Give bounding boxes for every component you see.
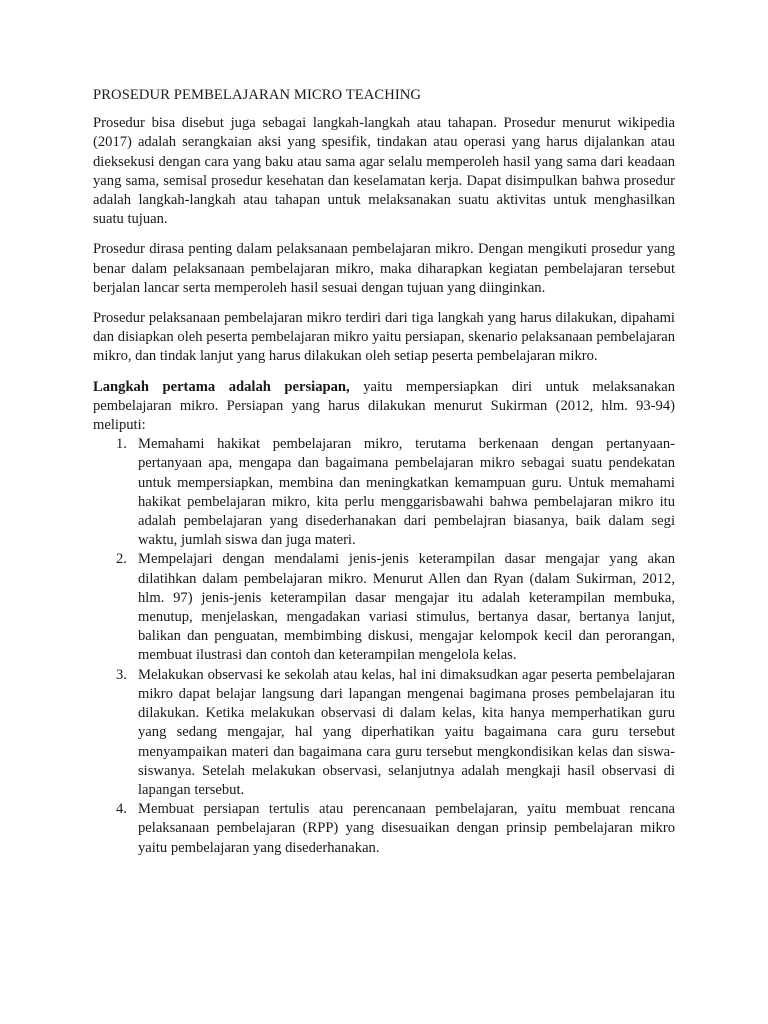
- list-item-number: 2.: [116, 551, 127, 568]
- list-item: [93, 550, 675, 665]
- preparation-list: [93, 435, 675, 857]
- paragraph-definition: Prosedur bisa disebut juga sebagai langkah-langkah atau tahapan. Prosedur menurut wikipedia (2017) adalah serangkaian aksi yang spesifik, tindakan atau operasi yang harus dijalankan atau dieksekusi dengan cara yang baku atau sama agar selalu memperoleh hasil yang sama dari keadaan yang sama, semisal prosedur kesehatan dan keselamatan kerja. Dapat disimpulkan bahwa prosedur adalah langkah-langkah atau tahapan untuk melaksanakan suatu aktivitas untuk menghasilkan suatu tujuan.: [93, 115, 675, 228]
- step-one-text: yaitu mempersiapkan diri untuk melaksanakan pembelajaran mikro. Persiapan yang harus dilakukan menurut Sukirman (2012, hlm. 93-94) meliputi:: [93, 378, 676, 434]
- list-item-number: 4.: [116, 801, 127, 818]
- list-item-text: Mempelajari dengan mendalami jenis-jenis keterampilan dasar mengajar yang akan dilatihkan dalam pembelajaran mikro. Menurut Allen dan Ryan (dalam Sukirman, 2012, hlm. 97) jenis-jenis keterampilan dasar mengajar itu adalah keterampilan membuka, menutup, menjelaskan, mengadakan variasi stimulus, bertanya dasar, bertanya lanjut, balikan dan penguatan, membimbing diskusi, mengajar kelompok kecil dan perorangan, membuat ilustrasi dan contoh dan keterampilan mengelola kelas.: [138, 551, 675, 664]
- list-item: [93, 800, 675, 858]
- list-item-text: Membuat persiapan tertulis atau perencanaan pembelajaran, yaitu membuat rencana pelaksanaan pembelajaran (RPP) yang disesuaikan dengan prinsip pembelajaran mikro yaitu pembelajaran yang disederhanakan.: [138, 801, 675, 856]
- list-item-number: 3.: [116, 666, 127, 683]
- step-one-lead: Langkah pertama adalah persiapan,: [93, 378, 350, 395]
- list-item-text: Melakukan observasi ke sekolah atau kelas, hal ini dimaksudkan agar peserta pembelajaran mikro dapat belajar langsung dari lapangan mengenai bagimana proses pembelajaran itu dilakukan. Ketika melakukan observasi di dalam kelas, kita hanya memperhatikan guru yang sedang mengajar, hal yang diperhatikan yaitu bagaimana cara guru tersebut menyampaikan materi dan bagaimana cara guru tersebut mengkondisikan kelas dan siswa-siswanya. Setelah melakukan observasi, selanjutnya adalah mengkaji hasil observasi di lapangan tersebut.: [138, 666, 675, 798]
- paragraph-importance: Prosedur dirasa penting dalam pelaksanaan pembelajaran mikro. Dengan mengikuti prosedur yang benar dalam pelaksanaan pembelajaran mikro, maka diharapkan kegiatan pembelajaran tersebut berjalan lancar serta memperoleh hasil sesuai dengan tujuan yang diinginkan.: [93, 241, 675, 296]
- paragraph-steps-overview: Prosedur pelaksanaan pembelajaran mikro terdiri dari tiga langkah yang harus dilakukan, dipahami dan disiapkan oleh peserta pembelajaran mikro yaitu persiapan, skenario pelaksanaan pembelajaran mikro, dan tindak lanjut yang harus dilakukan oleh setiap peserta pembelajaran mikro.: [93, 310, 675, 365]
- document-title: PROSEDUR PEMBELAJARAN MICRO TEACHING: [93, 87, 422, 103]
- list-item-text: Memahami hakikat pembelajaran mikro, terutama berkenaan dengan pertanyaan-pertanyaan apa, mengapa dan bagaimana pembelajaran mikro sebagai suatu pendekatan untuk mempersiapkan, membina dan meningkatkan kemampuan guru. Untuk memahami hakikat pembelajaran mikro, kita perlu menggarisbawahi bahwa pembelajaran mikro itu adalah pembelajaran yang disederhanakan dari pembelajran biasanya, baik dalam segi waktu, jumlah siswa dan juga materi.: [138, 436, 675, 549]
- list-item-number: 1.: [116, 436, 127, 453]
- list-item: [93, 666, 675, 800]
- paragraph-step-one: [93, 378, 675, 436]
- document-page: [93, 86, 675, 858]
- list-item: [93, 435, 675, 550]
